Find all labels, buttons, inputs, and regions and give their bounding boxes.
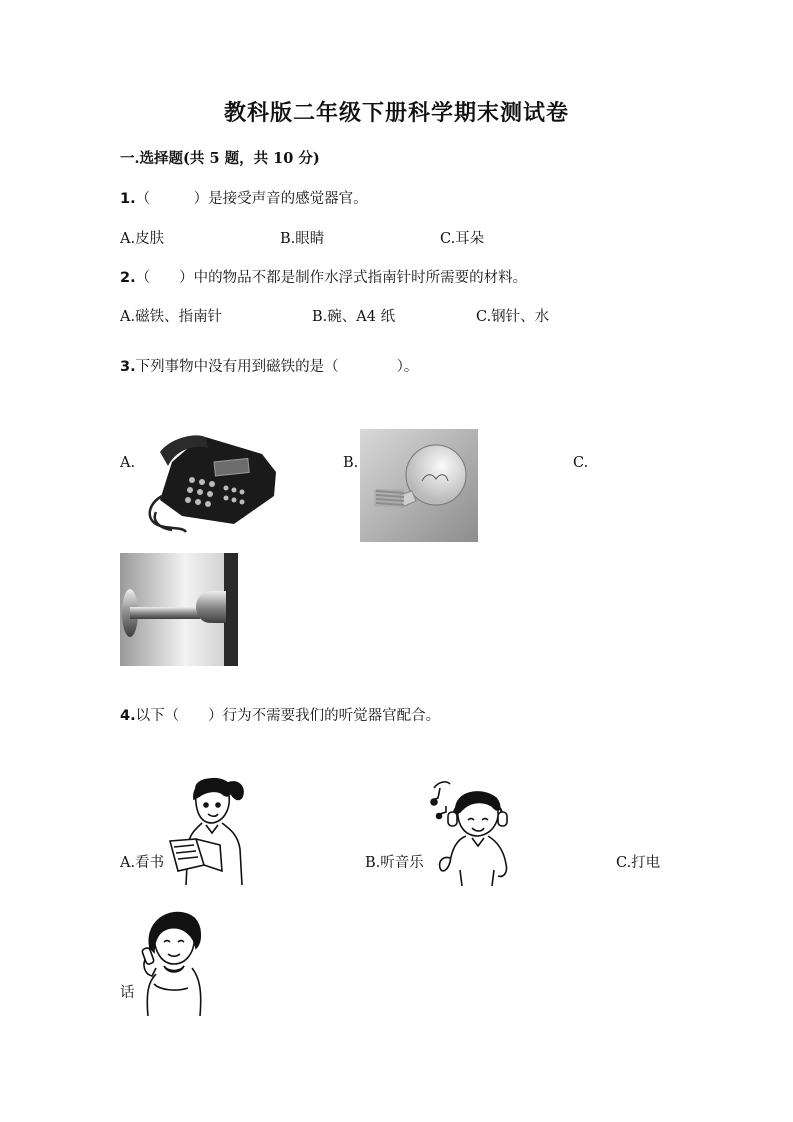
question-text: （ ）是接受声音的感觉器官。 bbox=[135, 191, 368, 207]
question-1 bbox=[120, 187, 368, 208]
door-stopper-image bbox=[120, 553, 238, 666]
option-a[interactable]: A.磁铁、指南针 bbox=[120, 309, 223, 325]
question-number: 1. bbox=[120, 191, 136, 207]
option-c[interactable]: C.打电 bbox=[616, 855, 661, 871]
option-a[interactable]: A.皮肤 bbox=[120, 231, 165, 247]
question-text: 以下（ ）行为不需要我们的听觉器官配合。 bbox=[135, 708, 441, 724]
girl-listening-music-image bbox=[428, 778, 512, 888]
question-number: 3. bbox=[120, 359, 136, 375]
option-b[interactable]: B. bbox=[343, 455, 359, 471]
option-b[interactable]: B.听音乐 bbox=[365, 855, 424, 871]
girl-reading-image bbox=[166, 775, 250, 887]
option-c-continued: 话 bbox=[120, 985, 135, 1001]
question-3 bbox=[120, 355, 418, 376]
section-heading: 一.选择题(共 5 题，共 10 分) bbox=[120, 150, 320, 167]
option-c[interactable]: C.耳朵 bbox=[440, 231, 485, 247]
option-a[interactable]: A.看书 bbox=[120, 855, 165, 871]
question-4 bbox=[120, 704, 440, 725]
question-number: 2. bbox=[120, 270, 136, 286]
option-c[interactable]: C. bbox=[573, 455, 589, 471]
option-c[interactable]: C.钢针、水 bbox=[476, 309, 550, 325]
question-number: 4. bbox=[120, 708, 136, 724]
question-2 bbox=[120, 266, 527, 287]
question-text: 下列事物中没有用到磁铁的是（ ）。 bbox=[135, 359, 419, 375]
option-b[interactable]: B.碗、A4 纸 bbox=[312, 309, 396, 325]
question-text: （ ）中的物品不都是制作水浮式指南针时所需要的材料。 bbox=[135, 270, 528, 286]
girl-phone-call-image bbox=[140, 908, 206, 1018]
option-b[interactable]: B.眼睛 bbox=[280, 231, 325, 247]
light-bulb-image bbox=[360, 429, 478, 542]
telephone-image bbox=[142, 432, 278, 542]
page-title: 教科版二年级下册科学期末测试卷 bbox=[223, 100, 569, 126]
option-a[interactable]: A. bbox=[120, 455, 136, 471]
